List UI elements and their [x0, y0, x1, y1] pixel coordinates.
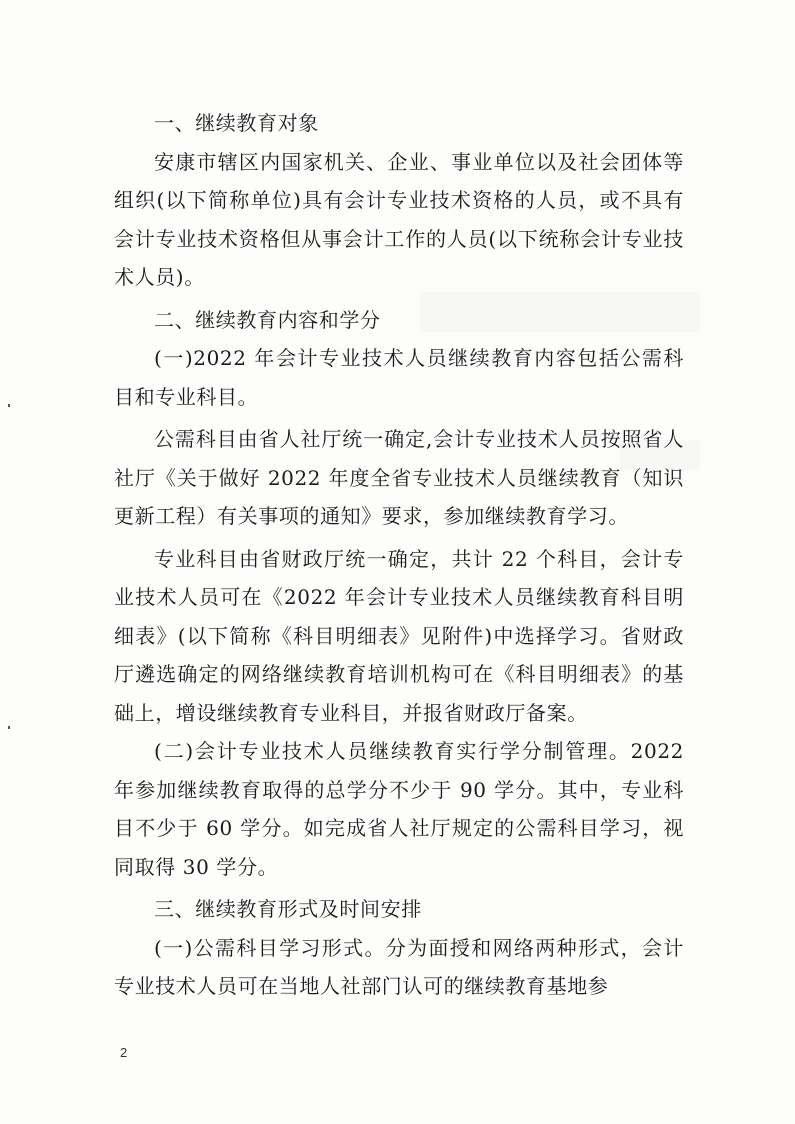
paragraph: 公需科目由省人社厅统一确定,会计专业技术人员按照省人社厅《关于做好 2022 年度全省专业技术人员继续教育（知识更新工程）有关事项的通知》要求，参加继续教育学习。 — [114, 427, 684, 528]
scan-mark — [8, 726, 10, 729]
paragraph: 专业科目由省财政厅统一确定，共计 22 个科目，会计专业技术人员可在《2022 年会计专业技术人员继续教育科目明细表》(以下简称《科目明细表》见附件)中选择学习。省财政厅遴选确定的网络继续教育培训机构可在《科目明细表》的基础上，增设继续教育专业科目，并报省财政厅备案。 — [114, 546, 684, 725]
document-body — [114, 104, 684, 1006]
paragraph: (一)2022 年会计专业技术人员继续教育内容包括公需科目和专业科目。 — [114, 346, 684, 409]
scan-mark — [8, 404, 10, 407]
section-heading: 二、继续教育内容和学分 — [154, 307, 381, 332]
paragraph: (一)公需科目学习形式。分为面授和网络两种形式，会计专业技术人员可在当地人社部门认可的继续教育基地参 — [114, 935, 684, 998]
paragraph: (二)会计专业技术人员继续教育实行学分制管理。2022 年参加继续教育取得的总学分不少于 90 学分。其中，专业科目不少于 60 学分。如完成省人社厅规定的公需科目学习，视同取得 30 学分。 — [114, 739, 684, 879]
paragraph: 安康市辖区内国家机关、企业、事业单位以及社会团体等组织(以下简称单位)具有会计专业技术资格的人员，或不具有会计专业技术资格但从事会计工作的人员(以下统称会计专业技术人员)。 — [114, 149, 684, 289]
page-number: 2 — [120, 1045, 128, 1060]
section-heading: 三、继续教育形式及时间安排 — [154, 897, 422, 921]
section-heading: 一、继续教育对象 — [154, 111, 319, 135]
